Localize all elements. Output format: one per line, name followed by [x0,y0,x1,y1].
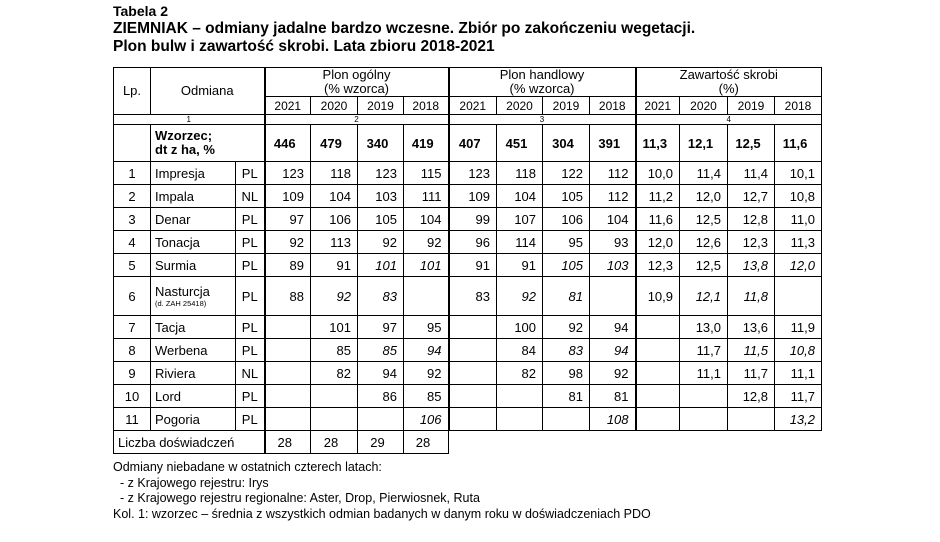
row-value-po [265,316,311,339]
year-header: 2019 [358,97,404,115]
variety-row [114,185,822,208]
variety-row [114,408,822,431]
row-variety-name [151,277,236,316]
row-value-ph: 123 [449,162,497,185]
row-register: NL [236,362,265,385]
row-value-po [265,362,311,385]
row-value-sk: 12,8 [728,208,775,231]
year-header: 2018 [590,97,636,115]
row-variety-name [151,231,236,254]
year-header: 2018 [775,97,822,115]
row-value-po: 91 [311,254,358,277]
wzorzec-value: 12,1 [680,125,728,162]
results-table [113,67,822,454]
row-value-po: 104 [311,185,358,208]
wzorzec-value: 12,5 [728,125,775,162]
variety-name: Riviera [155,365,196,381]
row-value-ph [449,408,497,431]
row-value-po [311,385,358,408]
row-value-sk: 11,7 [728,362,775,385]
wzorzec-value: 479 [311,125,358,162]
year-header: 2021 [265,97,311,115]
row-value-po: 94 [358,362,404,385]
row-value-ph: 108 [590,408,636,431]
row-variety-name [151,254,236,277]
header-lp: Lp. [114,68,151,115]
row-variety-name [151,339,236,362]
row-value-ph: 96 [449,231,497,254]
row-value-po [358,408,404,431]
row-value-ph: 81 [543,277,590,316]
row-value-sk: 11,5 [728,339,775,362]
row-value-po: 104 [404,208,449,231]
row-variety-name [151,362,236,385]
wzorzec-value: 419 [404,125,449,162]
variety-row [114,339,822,362]
row-value-po: 101 [311,316,358,339]
footnotes [113,460,651,522]
wzorzec-row [114,125,822,162]
row-value-po: 82 [311,362,358,385]
row-value-ph: 104 [497,185,543,208]
row-value-ph [449,385,497,408]
row-value-po: 106 [311,208,358,231]
row-value-sk: 11,7 [775,385,822,408]
row-value-po: 123 [265,162,311,185]
header-group-skrobia: Zawartość skrobi (%) [636,68,822,97]
row-value-po [265,339,311,362]
row-value-sk: 10,0 [636,162,680,185]
row-value-sk: 11,6 [636,208,680,231]
row-register: PL [236,408,265,431]
row-value-po: 95 [404,316,449,339]
row-value-sk: 12,7 [728,185,775,208]
variety-name: Tacja [155,319,186,335]
row-variety-name [151,316,236,339]
year-header: 2020 [497,97,543,115]
experiments-count-value: 28 [404,431,449,454]
row-value-ph: 103 [590,254,636,277]
row-register: PL [236,254,265,277]
row-value-po: 105 [358,208,404,231]
row-value-sk: 13,0 [680,316,728,339]
row-register: PL [236,277,265,316]
row-value-ph: 94 [590,316,636,339]
variety-name: Lord [155,388,182,404]
colnum-1: 1 [114,115,265,125]
variety-name: Werbena [155,342,208,358]
row-value-ph: 82 [497,362,543,385]
row-value-po: 85 [311,339,358,362]
table-label: Tabela 2 [113,3,168,19]
row-variety-name [151,162,236,185]
row-value-ph: 105 [543,254,590,277]
row-value-po: 106 [404,408,449,431]
row-value-po: 85 [358,339,404,362]
row-lp: 8 [114,339,151,362]
variety-row [114,362,822,385]
experiments-count-value: 28 [311,431,358,454]
row-value-ph: 122 [543,162,590,185]
row-value-sk: 10,1 [775,162,822,185]
row-value-sk [636,408,680,431]
row-value-ph: 112 [590,162,636,185]
row-value-sk: 11,3 [775,231,822,254]
colnum-3: 3 [449,115,636,125]
variety-row [114,277,822,316]
experiments-count-row [114,431,822,454]
wzorzec-value: 407 [449,125,497,162]
variety-name: Denar [155,211,191,227]
wzorzec-value: 304 [543,125,590,162]
row-register: PL [236,162,265,185]
row-lp: 9 [114,362,151,385]
variety-row [114,231,822,254]
row-value-ph [543,408,590,431]
row-lp: 2 [114,185,151,208]
row-lp: 11 [114,408,151,431]
row-value-po: 118 [311,162,358,185]
row-value-sk: 13,2 [775,408,822,431]
row-value-ph: 92 [497,277,543,316]
row-value-po [265,408,311,431]
row-value-po: 85 [404,385,449,408]
row-value-ph: 93 [590,231,636,254]
row-value-ph: 91 [449,254,497,277]
row-value-po: 103 [358,185,404,208]
row-value-sk [680,385,728,408]
row-lp: 4 [114,231,151,254]
row-value-sk [636,316,680,339]
row-register: PL [236,316,265,339]
row-value-sk: 11,0 [775,208,822,231]
row-value-po: 113 [311,231,358,254]
row-value-po [404,277,449,316]
year-header: 2021 [636,97,680,115]
row-value-po: 97 [358,316,404,339]
wzorzec-value: 451 [497,125,543,162]
row-register: NL [236,185,265,208]
variety-row [114,385,822,408]
row-value-po: 92 [404,231,449,254]
row-value-po: 92 [265,231,311,254]
row-lp: 10 [114,385,151,408]
year-header: 2020 [311,97,358,115]
variety-name: Surmia [155,257,197,273]
row-value-ph [590,277,636,316]
row-value-po: 111 [404,185,449,208]
year-header: 2018 [404,97,449,115]
row-value-sk: 11,4 [680,162,728,185]
row-value-ph: 99 [449,208,497,231]
row-value-ph: 114 [497,231,543,254]
row-value-ph: 91 [497,254,543,277]
row-lp: 1 [114,162,151,185]
row-value-po: 101 [404,254,449,277]
header-odmiana: Odmiana [151,68,265,115]
row-value-sk: 11,2 [636,185,680,208]
row-value-ph: 81 [590,385,636,408]
row-value-sk: 12,5 [680,254,728,277]
row-value-po: 92 [358,231,404,254]
row-variety-name [151,208,236,231]
variety-note: (d. ZAH 25418) [155,298,207,308]
row-value-ph: 107 [497,208,543,231]
variety-name: Impala [155,188,195,204]
row-register: PL [236,208,265,231]
header-group-plon-ogolny: Plon ogólny (% wzorca) [265,68,449,97]
row-register: PL [236,231,265,254]
title-block [113,2,695,56]
row-value-sk [636,339,680,362]
row-lp: 3 [114,208,151,231]
row-value-ph: 94 [590,339,636,362]
row-value-ph: 98 [543,362,590,385]
variety-name: Tonacja [155,234,200,250]
row-register: PL [236,385,265,408]
row-value-ph: 92 [590,362,636,385]
row-value-sk [636,362,680,385]
variety-row [114,208,822,231]
row-value-sk [636,385,680,408]
year-header: 2019 [543,97,590,115]
row-value-sk [680,408,728,431]
row-value-ph [449,339,497,362]
row-value-sk: 11,1 [775,362,822,385]
footnote-line: - z Krajowego rejestru regionalne: Aster, Drop, Pierwiosnek, Ruta [120,491,480,505]
row-value-sk: 11,1 [680,362,728,385]
row-value-ph: 92 [543,316,590,339]
row-value-sk: 12,1 [680,277,728,316]
row-value-sk [728,408,775,431]
footnote-line: Odmiany niebadane w ostatnich czterech latach: [113,460,382,474]
table-title-line-2: Plon bulw i zawartość skrobi. Lata zbioru 2018-2021 [113,38,495,55]
wzorzec-value: 446 [265,125,311,162]
variety-name: Impresja [155,165,205,181]
row-value-po: 101 [358,254,404,277]
wzorzec-lp [114,125,151,162]
row-value-sk: 11,8 [728,277,775,316]
variety-row [114,162,822,185]
row-value-ph: 84 [497,339,543,362]
row-lp: 6 [114,277,151,316]
row-value-ph: 83 [543,339,590,362]
row-value-po: 123 [358,162,404,185]
colnum-2: 2 [265,115,449,125]
row-value-ph [497,385,543,408]
wzorzec-value: 11,3 [636,125,680,162]
year-header: 2020 [680,97,728,115]
row-value-po: 88 [265,277,311,316]
row-register: PL [236,339,265,362]
row-value-ph [449,362,497,385]
experiments-count-value: 28 [265,431,311,454]
row-value-po: 92 [311,277,358,316]
footnote-line: Kol. 1: wzorzec – średnia z wszystkich odmian badanych w danym roku w doświadczeniach PDO [113,506,651,521]
row-variety-name [151,185,236,208]
row-value-po: 92 [404,362,449,385]
row-value-sk: 10,9 [636,277,680,316]
variety-name: Nasturcja [155,283,210,299]
row-value-po: 115 [404,162,449,185]
header-group-plon-handlowy: Plon handlowy (% wzorca) [449,68,636,97]
year-header: 2019 [728,97,775,115]
row-value-sk: 13,8 [728,254,775,277]
experiments-count-label: Liczba doświadczeń [114,431,265,454]
variety-row [114,316,822,339]
row-lp: 5 [114,254,151,277]
row-value-sk [775,277,822,316]
footnote-line: - z Krajowego rejestru: Irys [120,475,269,490]
row-value-sk: 11,7 [680,339,728,362]
row-value-ph: 83 [449,277,497,316]
row-value-po: 86 [358,385,404,408]
wzorzec-value: 11,6 [775,125,822,162]
wzorzec-value: 340 [358,125,404,162]
row-value-sk: 10,8 [775,339,822,362]
row-value-sk: 12,3 [636,254,680,277]
row-value-sk: 10,8 [775,185,822,208]
row-variety-name [151,385,236,408]
row-value-po [311,408,358,431]
column-number-row [114,115,822,125]
row-value-po: 97 [265,208,311,231]
row-value-sk: 12,5 [680,208,728,231]
colnum-4: 4 [636,115,822,125]
row-value-sk: 11,9 [775,316,822,339]
wzorzec-value: 391 [590,125,636,162]
row-value-ph [449,316,497,339]
row-value-sk: 12,0 [775,254,822,277]
row-value-sk: 12,6 [680,231,728,254]
table-title-line-1: ZIEMNIAK – odmiany jadalne bardzo wczesne. Zbiór po zakończeniu wegetacji. [113,20,696,37]
row-value-ph: 104 [590,208,636,231]
row-value-po: 109 [265,185,311,208]
experiments-count-value: 29 [358,431,404,454]
row-value-ph: 105 [543,185,590,208]
row-value-po: 89 [265,254,311,277]
variety-name: Pogoria [155,411,200,427]
row-value-po: 83 [358,277,404,316]
row-value-sk: 12,0 [636,231,680,254]
row-value-sk: 12,3 [728,231,775,254]
row-value-ph: 109 [449,185,497,208]
row-value-sk: 12,8 [728,385,775,408]
row-value-ph [497,408,543,431]
row-variety-name [151,408,236,431]
variety-row [114,254,822,277]
row-value-ph: 100 [497,316,543,339]
row-value-po: 94 [404,339,449,362]
row-value-sk: 12,0 [680,185,728,208]
wzorzec-label: Wzorzec; dt z ha, % [151,125,265,162]
row-value-ph: 81 [543,385,590,408]
year-header: 2021 [449,97,497,115]
row-value-ph: 118 [497,162,543,185]
row-value-sk: 11,4 [728,162,775,185]
row-value-ph: 106 [543,208,590,231]
row-value-ph: 95 [543,231,590,254]
row-value-po [265,385,311,408]
row-lp: 7 [114,316,151,339]
row-value-sk: 13,6 [728,316,775,339]
row-value-ph: 112 [590,185,636,208]
